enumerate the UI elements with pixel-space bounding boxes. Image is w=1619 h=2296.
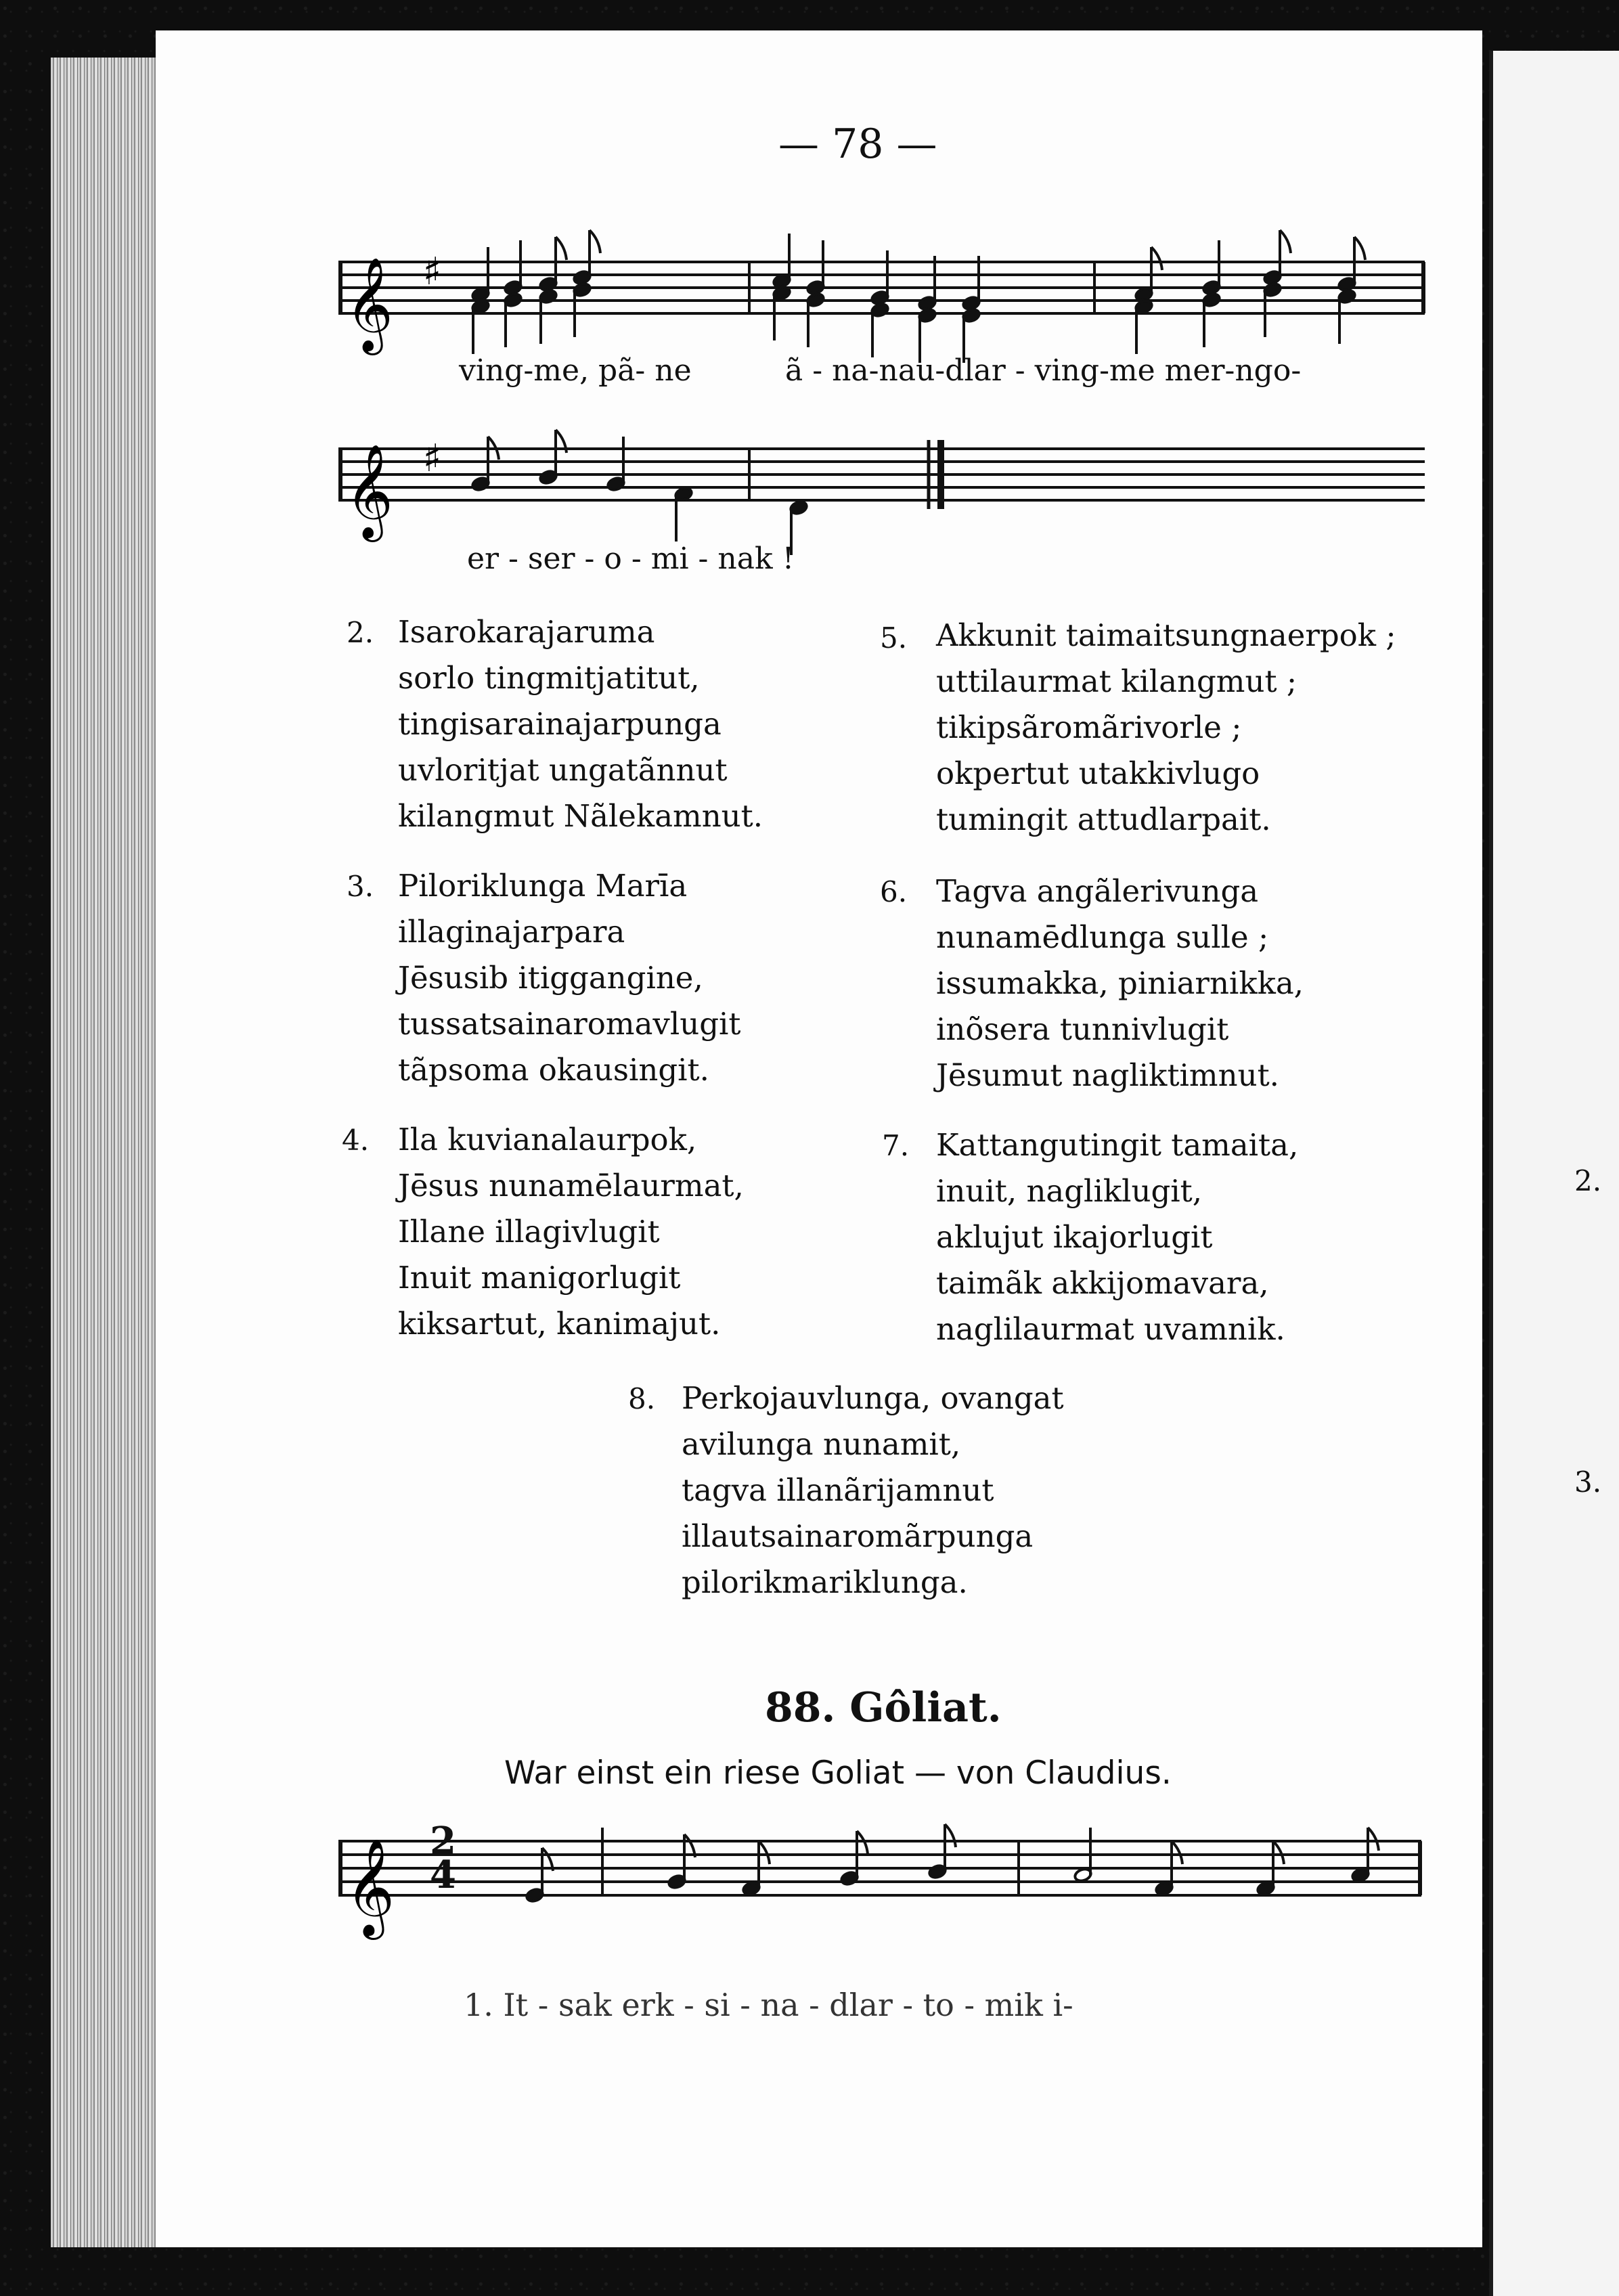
verse-line: naglilaurmat uvamnik. (936, 1311, 1285, 1347)
verse-line: tussatsainaromavlugit (398, 1006, 741, 1042)
verse-line: Perkojauvlunga, ovangat (682, 1380, 1064, 1416)
verse-line: Akkunit taimaitsungnaerpok ; (936, 617, 1396, 653)
facing-page-number-2: 2. (1574, 1164, 1602, 1197)
verse-line: Jēsusib itiggangine, (398, 960, 703, 996)
notes-system-3 (525, 1824, 1379, 1903)
note-flag (1151, 247, 1162, 270)
verse-line: tãpsoma okausingit. (398, 1052, 709, 1088)
treble-clef-3: 𝄞 (345, 1838, 395, 1936)
time-signature-top: 2 (430, 1819, 456, 1863)
verse-number: 8. (628, 1382, 656, 1415)
note-flag (1368, 1828, 1379, 1851)
verse-line: Tagva angãlerivunga (936, 873, 1259, 909)
verse-6-text (936, 868, 1304, 1099)
lyrics-system-2: er - ser - o - mi - nak ! (467, 542, 795, 576)
treble-clef-1: 𝄞 (345, 257, 393, 351)
verse-number: 5. (880, 621, 908, 655)
sharp-sign-1: ♯ (423, 250, 442, 294)
page-number: — 78 — (778, 120, 937, 168)
note-flag (945, 1824, 956, 1847)
note-flag (1280, 230, 1291, 253)
hymn-lyrics: 1. It - sak erk - si - na - dlar - to - mik i- (464, 1987, 1073, 2023)
verse-line: uvloritjat ungatãnnut (398, 752, 728, 788)
notes-system-1 (471, 230, 1365, 363)
verse-line: taimãk akkijomavara, (936, 1265, 1269, 1301)
verse-line: Isarokarajaruma (398, 614, 655, 650)
verse-line: Kattangutingit tamaita, (936, 1127, 1299, 1163)
verse-line: Inuit manigorlugit (398, 1260, 681, 1296)
verse-line: kilangmut Nãlekamnut. (398, 798, 763, 834)
verse-3-text (398, 863, 740, 1093)
verse-line: illautsainaromãrpunga (682, 1518, 1034, 1554)
verse-line: sorlo tingmitjatitut, (398, 660, 700, 696)
verse-line: Piloriklunga Marīa (398, 868, 688, 904)
verse-line: Ila kuvianalaurpok, (398, 1122, 697, 1157)
hymn-subtitle: War einst ein riese Goliat — von Claudius. (504, 1754, 1172, 1792)
verse-number: 3. (347, 870, 374, 903)
time-signature-bottom: 4 (430, 1853, 456, 1897)
verse-line: illaginajarpara (398, 914, 625, 950)
note-flag (759, 1841, 770, 1864)
verse-number: 4. (342, 1124, 370, 1157)
treble-clef-2: 𝄞 (345, 444, 393, 538)
time-signature (430, 1819, 456, 1897)
verse-4-text (398, 1117, 744, 1347)
verse-number: 6. (880, 875, 908, 908)
verse-line: tingisarainajarpunga (398, 706, 722, 742)
verse-line: tumingit attudlarpait. (936, 801, 1271, 837)
verse-line: tagva illanãrijamnut (682, 1472, 994, 1508)
verse-line: Jēsus nunamēlaurmat, (398, 1168, 744, 1204)
verse-line: avilunga nunamit, (682, 1426, 961, 1462)
verse-8-text (682, 1375, 1064, 1606)
verse-line: inuit, nagliklugit, (936, 1173, 1203, 1209)
verse-line: uttilaurmat kilangmut ; (936, 663, 1298, 699)
verse-line: okpertut utakkivlugo (936, 755, 1260, 791)
verse-line: pilorikmariklunga. (682, 1564, 968, 1600)
note-flag (1273, 1841, 1284, 1864)
note-flag (556, 237, 567, 260)
verse-number: 7. (882, 1129, 910, 1162)
note-flag (1172, 1841, 1182, 1864)
hymn-title: 88. Gôliat. (765, 1684, 1002, 1731)
note-flag (1354, 237, 1365, 260)
staff-system-2 (338, 440, 1425, 509)
verse-line: nunamēdlunga sulle ; (936, 919, 1269, 955)
verse-line: issumakka, piniarnikka, (936, 965, 1304, 1001)
verse-line: inõsera tunnivlugit (936, 1011, 1229, 1047)
verse-line: Illane illagivlugit (398, 1214, 660, 1250)
verse-number: 2. (347, 616, 374, 649)
verse-line: tikipsãromãrivorle ; (936, 709, 1242, 745)
verse-7-text (936, 1122, 1298, 1352)
lyrics-system-1-b: ã - na-nau-dlar - ving-me mer-ngo- (785, 353, 1302, 388)
verse-line: kiksartut, kanimajut. (398, 1306, 721, 1342)
lyrics-system-1-a: ving-me, pã- ne (459, 353, 692, 388)
verse-line: Jēsumut nagliktimnut. (936, 1057, 1279, 1093)
facing-page-number-3: 3. (1574, 1465, 1602, 1499)
sharp-sign-2: ♯ (423, 437, 442, 481)
note-flag (590, 230, 600, 253)
verse-line: aklujut ikajorlugit (936, 1219, 1213, 1255)
verse-2-text (398, 609, 763, 839)
verse-5-text (936, 613, 1396, 843)
